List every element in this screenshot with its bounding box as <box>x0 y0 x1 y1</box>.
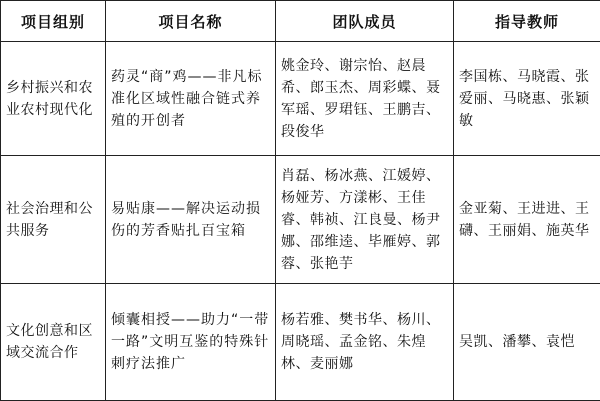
project-group-cell: 社会治理和公共服务 <box>1 156 106 284</box>
advisors-cell: 李国栋、马晓霞、张爱丽、马晓惠、张颖敏 <box>454 42 600 156</box>
project-group-cell: 乡村振兴和农业农村现代化 <box>1 42 106 156</box>
header-project-group: 项目组别 <box>1 1 106 42</box>
project-name-cell: 易贴康——解决运动损伤的芳香贴扎百宝箱 <box>106 156 276 284</box>
advisors-cell: 吴凯、潘攀、袁恺 <box>454 284 600 401</box>
header-team-members: 团队成员 <box>276 1 454 42</box>
header-advisors: 指导教师 <box>454 1 600 42</box>
header-project-name: 项目名称 <box>106 1 276 42</box>
team-members-cell: 姚金玲、谢宗怡、赵晨希、郎玉杰、周彩蝶、聂军瑶、罗珺钰、王鹏吉、段俊华 <box>276 42 454 156</box>
table-row <box>1 284 600 401</box>
project-name-cell: 药灵“商”鸡——非凡标准化区域性融合链式养殖的开创者 <box>106 42 276 156</box>
table-row <box>1 156 600 284</box>
team-members-cell: 肖磊、杨冰燕、江媛婷、杨娅芳、方漾彬、王佳睿、韩祯、江良曼、杨尹娜、邵维逵、毕雁婷、郭蓉、张艳芋 <box>276 156 454 284</box>
project-name-cell: 倾囊相授——助力“一带一路”文明互鉴的特殊针刺疗法推广 <box>106 284 276 401</box>
advisors-cell: 金亚菊、王进进、王礴、王丽娟、施英华 <box>454 156 600 284</box>
project-group-cell: 文化创意和区域交流合作 <box>1 284 106 401</box>
team-members-cell: 杨若雅、樊书华、杨川、周晓瑶、孟金铭、朱煌林、麦丽娜 <box>276 284 454 401</box>
table-row <box>1 42 600 156</box>
table-header-row <box>1 1 600 42</box>
